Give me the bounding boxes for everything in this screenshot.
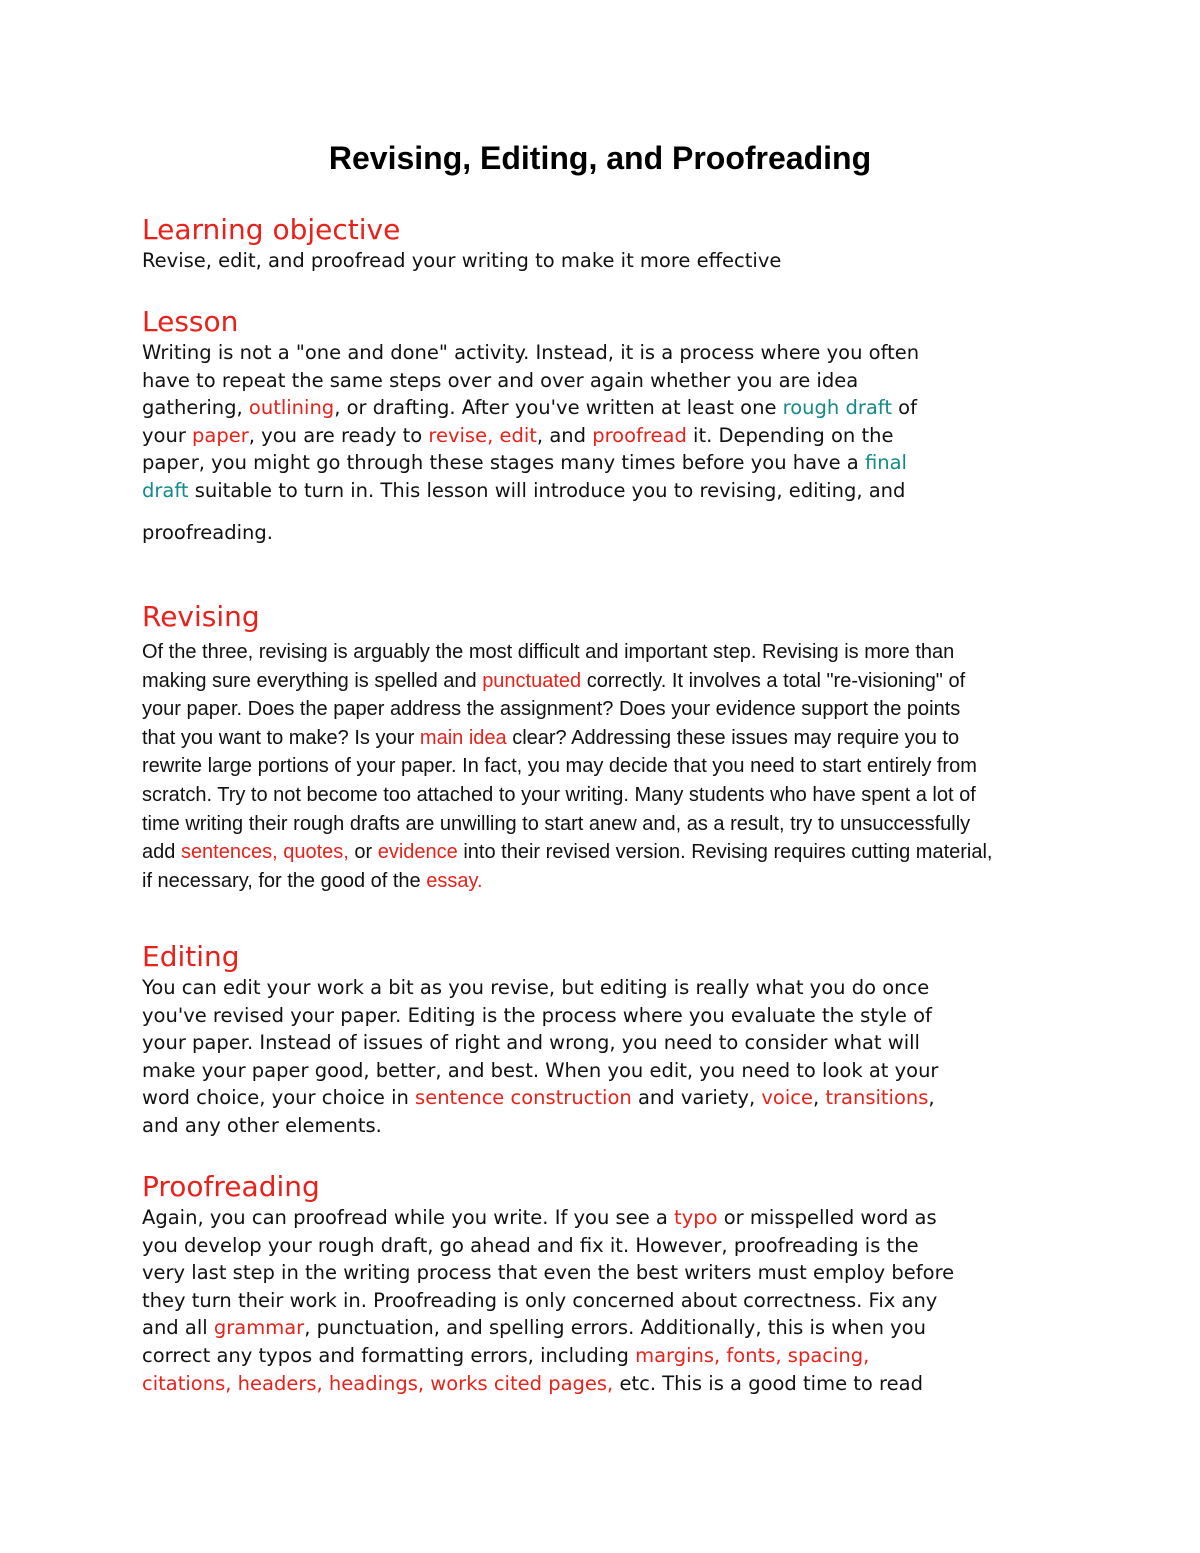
learning-objective-heading: Learning objective <box>142 213 401 246</box>
lesson-paragraph: Writing is not a "one and done" activity. Instead, it is a process where you often have to repeat the same steps over and over again whether you are idea gathering, outlining, or drafting. After you've written at least one rough draft of your paper, you are ready to revise, edit, and proofread it. Depending on the paper, you might go through these stages many times before you have a final draft suitable to turn in. This lesson will introduce you to revising, editing, and proofreading. <box>142 341 920 544</box>
link-sentences-quotes[interactable]: sentences, quotes, <box>180 841 349 864</box>
link-proofread[interactable]: proofread <box>592 423 687 447</box>
link-rough-draft[interactable]: rough draft <box>782 396 892 420</box>
link-evidence[interactable]: evidence <box>377 841 458 864</box>
editing-paragraph: You can edit your work a bit as you revise, but editing is really what you do once you've revised your paper. Editing is the process where you evaluate the style of your paper. Instead of issues of right and wrong, you need to consider what will make your paper good, better, and best. When you edit, you need to look at your word choice, your choice in sentence construction and variety, voice, transitions, and any other elements. <box>142 976 939 1137</box>
link-punctuated[interactable]: punctuated <box>482 669 582 692</box>
link-essay[interactable]: essay. <box>426 869 483 892</box>
learning-objective-text: Revise, edit, and proofread your writing to make it more effective <box>142 249 782 272</box>
editing-heading: Editing <box>142 940 240 973</box>
link-grammar[interactable]: grammar <box>213 1316 305 1340</box>
revising-section <box>142 600 1072 895</box>
revising-heading: Revising <box>142 600 260 633</box>
lesson-section <box>142 305 1072 546</box>
lesson-heading: Lesson <box>142 305 239 338</box>
proofreading-heading: Proofreading <box>142 1170 320 1203</box>
link-margins-fonts-spacing[interactable]: margins, fonts, spacing, <box>635 1343 870 1367</box>
link-sentence-construction[interactable]: sentence construction <box>415 1086 632 1110</box>
link-outlining[interactable]: outlining <box>248 396 335 420</box>
link-final-draft[interactable]: final <box>864 451 907 475</box>
link-main-idea[interactable]: main idea <box>419 726 507 749</box>
learning-objective-section <box>142 213 1072 275</box>
proofreading-paragraph: Again, you can proofread while you write. If you see a typo or misspelled word as you develop your rough draft, go ahead and fix it. However, proofreading is the very last step in the writing process that even the best writers must employ before they turn their work in. Proofreading is only concerned about correctness. Fix any and all grammar, punctuation, and spelling errors. Additionally, this is when you correct any typos and formatting errors, including margins, fonts, spacing, citations, headers, headings, works cited pages, etc. This is a good time to read <box>142 1206 955 1395</box>
link-paper[interactable]: paper <box>192 423 249 447</box>
revising-paragraph: Of the three, revising is arguably the most difficult and important step. Revising is more than making sure everything is spelled and punctuated correctly. It involves a total "re-visioning" of your paper. Does the paper address the assignment? Does your evidence support the points that you want to make? Is your main idea clear? Addressing these issues may require you to rewrite large portions of your paper. In fact, you may decide that you need to start entirely from scratch. Try to not become too attached to your writing. Many students who have spent a lot of time writing their rough drafts are unwilling to start anew and, as a result, try to unsuccessfully add sentences, quotes, or evidence into their revised version. Revising requires cutting material, if necessary, for the good of the essay. <box>142 641 993 892</box>
link-citations-headers[interactable]: citations, headers, headings, works cited pages, <box>142 1371 614 1395</box>
link-revise-edit[interactable]: revise, edit <box>428 423 537 447</box>
page-title: Revising, Editing, and Proofreading <box>328 140 872 176</box>
link-transitions[interactable]: transitions <box>825 1086 929 1110</box>
link-typo[interactable]: typo <box>674 1206 718 1229</box>
editing-section <box>142 940 1072 1140</box>
link-voice[interactable]: voice <box>761 1086 813 1110</box>
link-final-draft-cont[interactable]: draft <box>142 478 189 502</box>
proofreading-section <box>142 1170 1072 1397</box>
